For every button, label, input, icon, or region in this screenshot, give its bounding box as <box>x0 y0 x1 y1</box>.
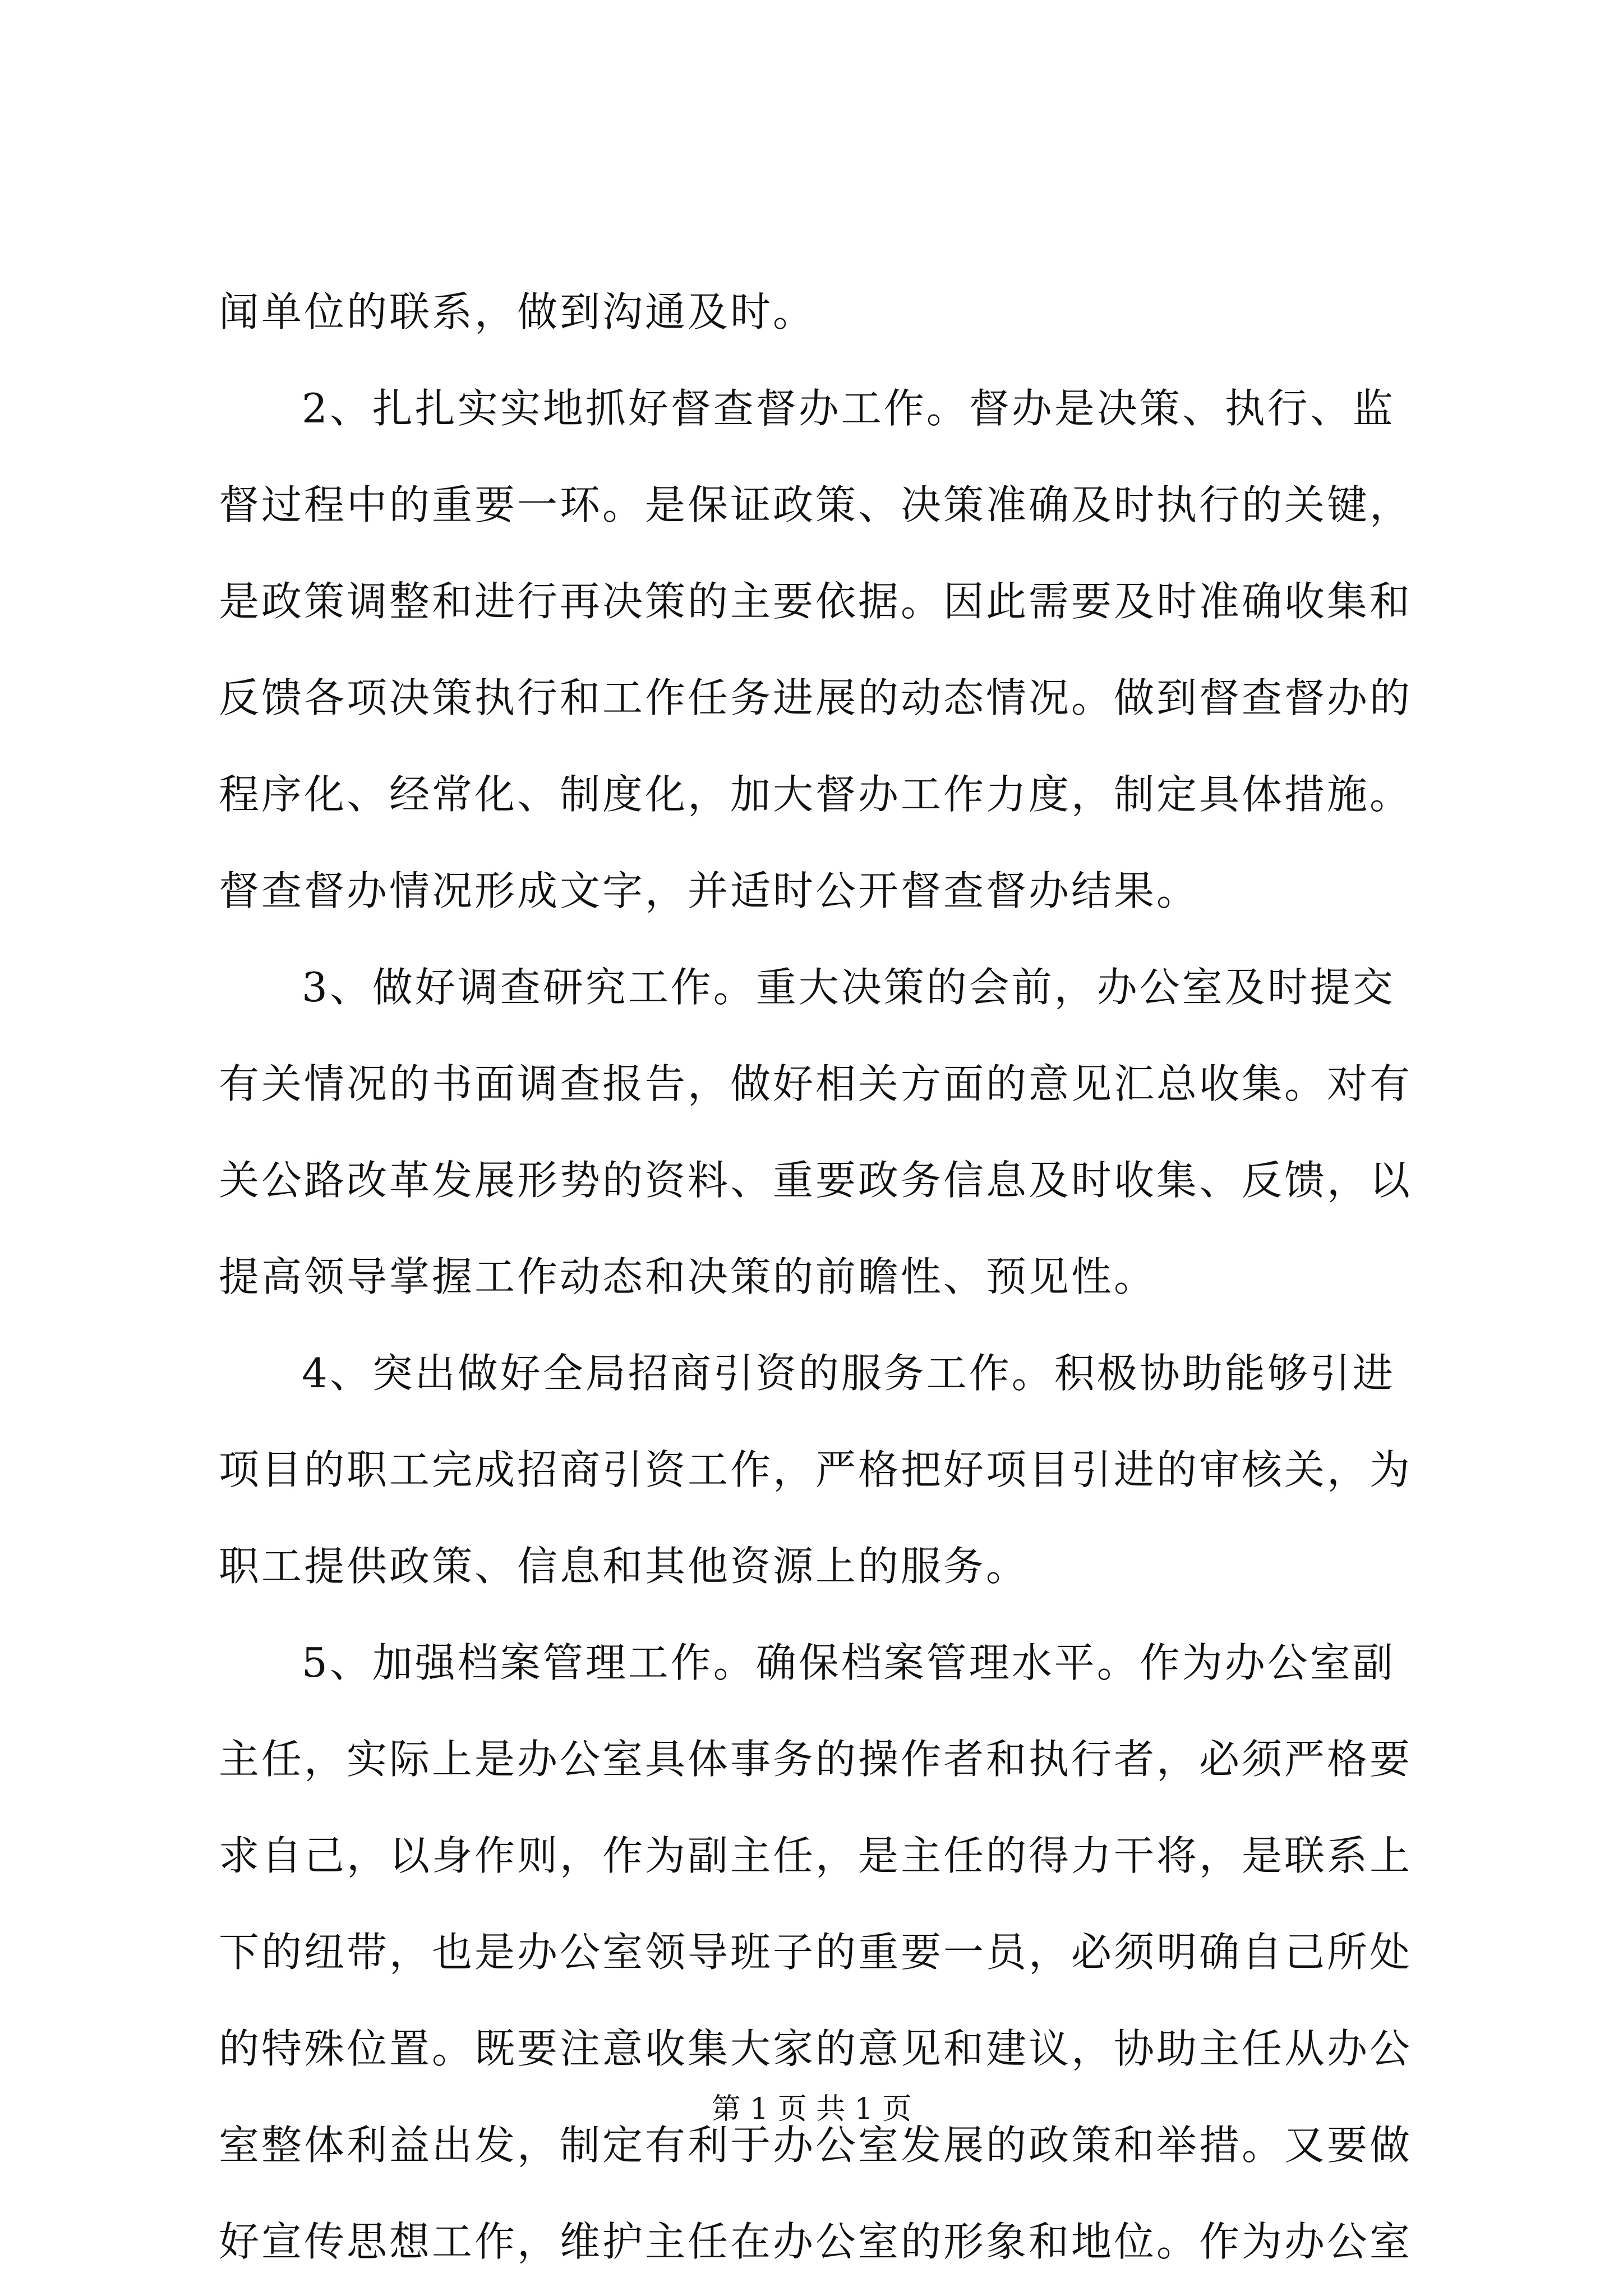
text-line: 关公路改革发展形势的资料、重要政务信息及时收集、反馈，以 <box>219 1157 1413 1204</box>
text-line: 主任，实际上是办公室具体事务的操作者和执行者，必须严格要 <box>219 1736 1413 1783</box>
text-line: 项目的职工完成招商引资工作，严格把好项目引进的审核关，为 <box>219 1446 1413 1493</box>
text-line: 好宣传思想工作，维护主任在办公室的形象和地位。作为办公室 <box>219 2218 1413 2265</box>
text-line: 室整体利益出发，制定有利于办公室发展的政策和举措。又要做 <box>219 2122 1413 2169</box>
text-line: 程序化、经常化、制度化，加大督办工作力度，制定具体措施。 <box>219 771 1413 818</box>
text-line: 有关情况的书面调查报告，做好相关方面的意见汇总收集。对有 <box>219 1060 1413 1107</box>
text-line: 督过程中的重要一环。是保证政策、决策准确及时执行的关键， <box>219 481 1413 528</box>
document-body <box>219 264 1419 2290</box>
paragraph-4-start: 4、突出做好全局招商引资的服务工作。积极协助能够引进 <box>302 1350 1395 1397</box>
text-line: 职工提供政策、信息和其他资源上的服务。 <box>219 1543 1029 1590</box>
page-number-label: 第 1 页 共 1 页 <box>711 2092 912 2126</box>
paragraph-3-start: 3、做好调查研究工作。重大决策的会前，办公室及时提交 <box>302 964 1395 1011</box>
page-footer <box>0 2090 1623 2129</box>
text-line: 督查督办情况形成文字，并适时公开督查督办结果。 <box>219 867 1200 914</box>
text-line: 反馈各项决策执行和工作任务进展的动态情况。做到督查督办的 <box>219 674 1413 721</box>
paragraph-2-start: 2、扎扎实实地抓好督查督办工作。督办是决策、执行、监 <box>302 385 1395 432</box>
text-line: 下的纽带，也是办公室领导班子的重要一员，必须明确自己所处 <box>219 1929 1413 1976</box>
text-line: 提高领导掌握工作动态和决策的前瞻性、预见性。 <box>219 1253 1157 1300</box>
text-line: 的特殊位置。既要注意收集大家的意见和建议，协助主任从办公 <box>219 2025 1413 2072</box>
paragraph-5-start: 5、加强档案管理工作。确保档案管理水平。作为办公室副 <box>302 1639 1395 1686</box>
text-line: 是政策调整和进行再决策的主要依据。因此需要及时准确收集和 <box>219 578 1413 625</box>
text-line: 闻单位的联系，做到沟通及时。 <box>219 288 816 335</box>
text-line: 求自己，以身作则，作为副主任，是主任的得力干将，是联系上 <box>219 1832 1413 1879</box>
